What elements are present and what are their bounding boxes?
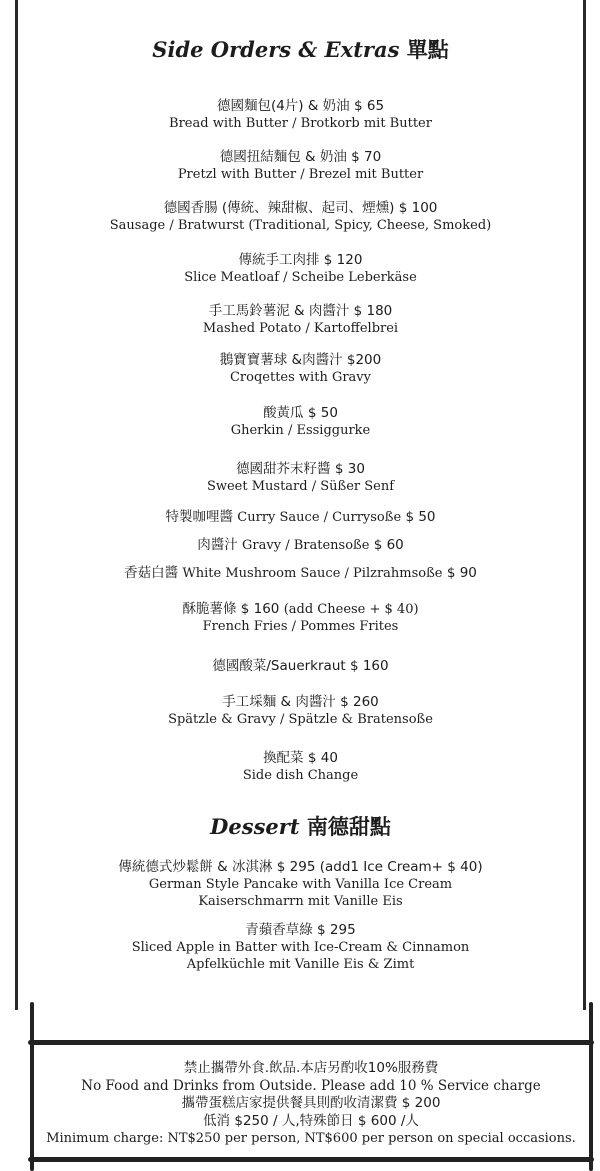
item-name-zh: 傳統德式炒鬆餅 & 冰淇淋 $ 295 (add1 Ice Cream+ $ 40) — [118, 859, 483, 875]
menu-item-spaetzle — [18, 694, 583, 728]
notice-line-minimum-en: Minimum charge: NT$250 per person, NT$600 per person on special occasions. — [46, 1131, 576, 1146]
item-name-en: Curry Sauce / Currysoße — [237, 510, 402, 525]
item-name-en: Slice Meatloaf / Scheibe Leberkäse — [184, 270, 417, 285]
menu-item-mustard — [18, 461, 583, 495]
item-name-zh: 德國扭結麵包 & 奶油 $ 70 — [219, 149, 382, 165]
item-name-zh: 手工馬鈴薯泥 & 肉醬汁 $ 180 — [208, 303, 393, 319]
item-price: $ 60 — [373, 537, 404, 553]
notice-line-minimum-zh: 低消 $250 / 人,特殊節日 $ 600 /人 — [203, 1112, 419, 1129]
item-price: $ 50 — [405, 509, 436, 525]
item-name-en: Sliced Apple in Batter with Ice-Cream & Cinnamon — [131, 940, 470, 955]
item-name-de: Kaiserschmarrn mit Vanille Eis — [198, 894, 403, 909]
item-name-zh: 德國麵包(4片) & 奶油 $ 65 — [216, 98, 385, 114]
menu-item-mushroom-sauce — [18, 564, 583, 583]
notice-box-bottom-border — [28, 1157, 594, 1162]
item-name-zh: 德國甜芥末籽醬 $ 30 — [236, 461, 365, 477]
item-name-zh: 手工埰麵 & 肉醬汁 $ 260 — [222, 694, 379, 710]
item-name-zh: 肉醬汁 — [197, 537, 238, 553]
item-name-en: White Mushroom Sauce / Pilzrahmsoße — [182, 566, 443, 581]
item-name-zh: 香菇白醬 — [124, 565, 179, 581]
menu-item-gravy — [18, 536, 583, 555]
side-orders-title-script: Side Orders & Extras — [152, 37, 400, 62]
notice-text — [28, 1060, 594, 1148]
side-orders-title — [18, 34, 583, 64]
item-name-en: Spätzle & Gravy / Spätzle & Bratensoße — [168, 712, 433, 727]
item-name-en: French Fries / Pommes Frites — [202, 619, 399, 634]
item-name-de: Apfelküchle mit Vanille Eis & Zimt — [186, 957, 415, 972]
menu-item-fries — [18, 601, 583, 635]
menu-item-meatloaf — [18, 252, 583, 286]
item-name-zh: 德國香腸 (傳統、辣甜椒、起司、煙燻) $ 100 — [163, 200, 438, 216]
fries-line-zh — [18, 601, 583, 618]
menu-frame-right-border — [583, 0, 586, 1010]
menu-item-sauerkraut: 德國酸菜/Sauerkraut $ 160 — [212, 658, 389, 674]
item-name-zh: 酥脆薯條 $ 160 — [182, 601, 280, 617]
item-name-en: Gravy / Bratensoße — [242, 538, 370, 553]
item-name-en: Sausage / Bratwurst (Traditional, Spicy, Cheese, Smoked) — [109, 218, 492, 233]
menu-item-pretzel — [18, 149, 583, 183]
menu-item-curry-sauce — [18, 508, 583, 527]
item-name-en: Bread with Butter / Brotkorb mit Butter — [169, 116, 432, 131]
item-addon: (add Cheese + $ 40) — [283, 602, 419, 617]
item-name-en: Pretzl with Butter / Brezel mit Butter — [177, 167, 424, 182]
notice-box-top-border — [28, 1040, 594, 1045]
notice-line-cake-fee: 攜帶蛋糕店家提供餐具則酌收清潔費 $ 200 — [181, 1095, 441, 1111]
item-name-zh: 鵝寶寶薯球 &肉醬汁 $200 — [219, 352, 382, 368]
item-name-en: Sweet Mustard / Süßer Senf — [206, 479, 395, 494]
dessert-title-script: Dessert — [210, 814, 300, 839]
item-name-en: Croqettes with Gravy — [229, 370, 371, 385]
menu-item-sausage — [18, 200, 583, 234]
item-name-zh: 特製咖哩醬 — [165, 509, 233, 525]
item-name-en: German Style Pancake with Vanilla Ice Cream — [148, 877, 453, 892]
notice-line-outside-food-en: No Food and Drinks from Outside. Please add 10 % Service charge — [81, 1077, 541, 1094]
menu-item-side-change — [18, 750, 583, 784]
menu-item-mashed-potato — [18, 303, 583, 337]
menu-item-croquettes — [18, 352, 583, 386]
menu-item-bread — [18, 98, 583, 132]
item-name-en: Gherkin / Essiggurke — [230, 423, 371, 438]
item-price: $ 90 — [446, 565, 477, 581]
item-name-zh: 換配菜 $ 40 — [263, 750, 338, 766]
side-orders-title-zh: 單點 — [406, 37, 449, 62]
menu-item-gherkin — [18, 405, 583, 439]
item-name-zh: 青蘋香草綠 $ 295 — [245, 922, 356, 938]
notice-box — [28, 1002, 594, 1171]
dessert-title — [18, 811, 583, 841]
item-name-zh: 傳統手工肉排 $ 120 — [238, 252, 363, 268]
notice-line-outside-food-zh: 禁止攜帶外食.飲品.本店另酌收10%服務費 — [183, 1060, 439, 1076]
menu-item-kaiserschmarrn — [18, 859, 583, 910]
item-name-en: Mashed Potato / Kartoffelbrei — [202, 321, 399, 336]
menu-item-apple-fritters — [18, 922, 583, 973]
item-name-en: Side dish Change — [242, 768, 359, 783]
item-name-zh: 酸黃瓜 $ 50 — [263, 405, 338, 421]
dessert-title-zh: 南德甜點 — [306, 814, 391, 839]
